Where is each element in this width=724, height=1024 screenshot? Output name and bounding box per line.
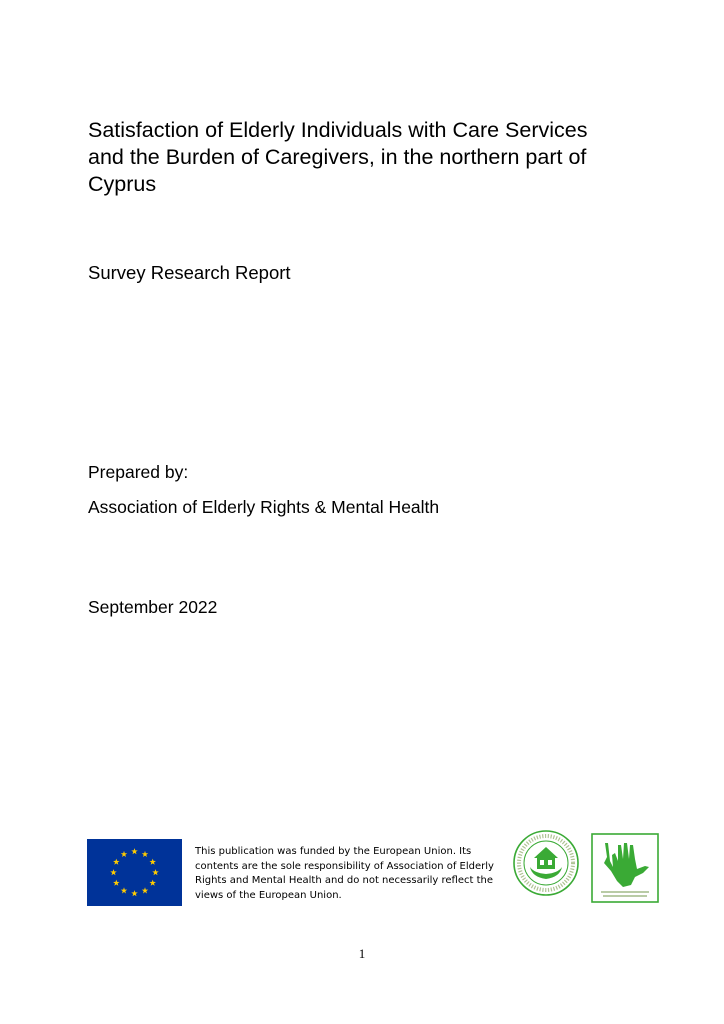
- association-logo-icon: [512, 829, 580, 897]
- report-date: September 2022: [88, 597, 218, 617]
- eu-flag-icon: [87, 839, 182, 906]
- page-number: 1: [358, 946, 366, 961]
- organization-name: Association of Elderly Rights & Mental Health: [88, 497, 440, 517]
- funding-disclaimer: This publication was funded by the European Union. Its contents are the sole responsibility of Association of Elderly Rights and Mental Health and do not necessarily reflect the views of the European Union.: [195, 846, 494, 901]
- hand-logo-icon: [591, 833, 659, 903]
- document-title: Satisfaction of Elderly Individuals with Care Services and the Burden of Caregivers, in the northern part of Cyprus: [88, 118, 588, 196]
- document-subtitle: Survey Research Report: [88, 262, 291, 283]
- prepared-by-label: Prepared by:: [88, 462, 189, 482]
